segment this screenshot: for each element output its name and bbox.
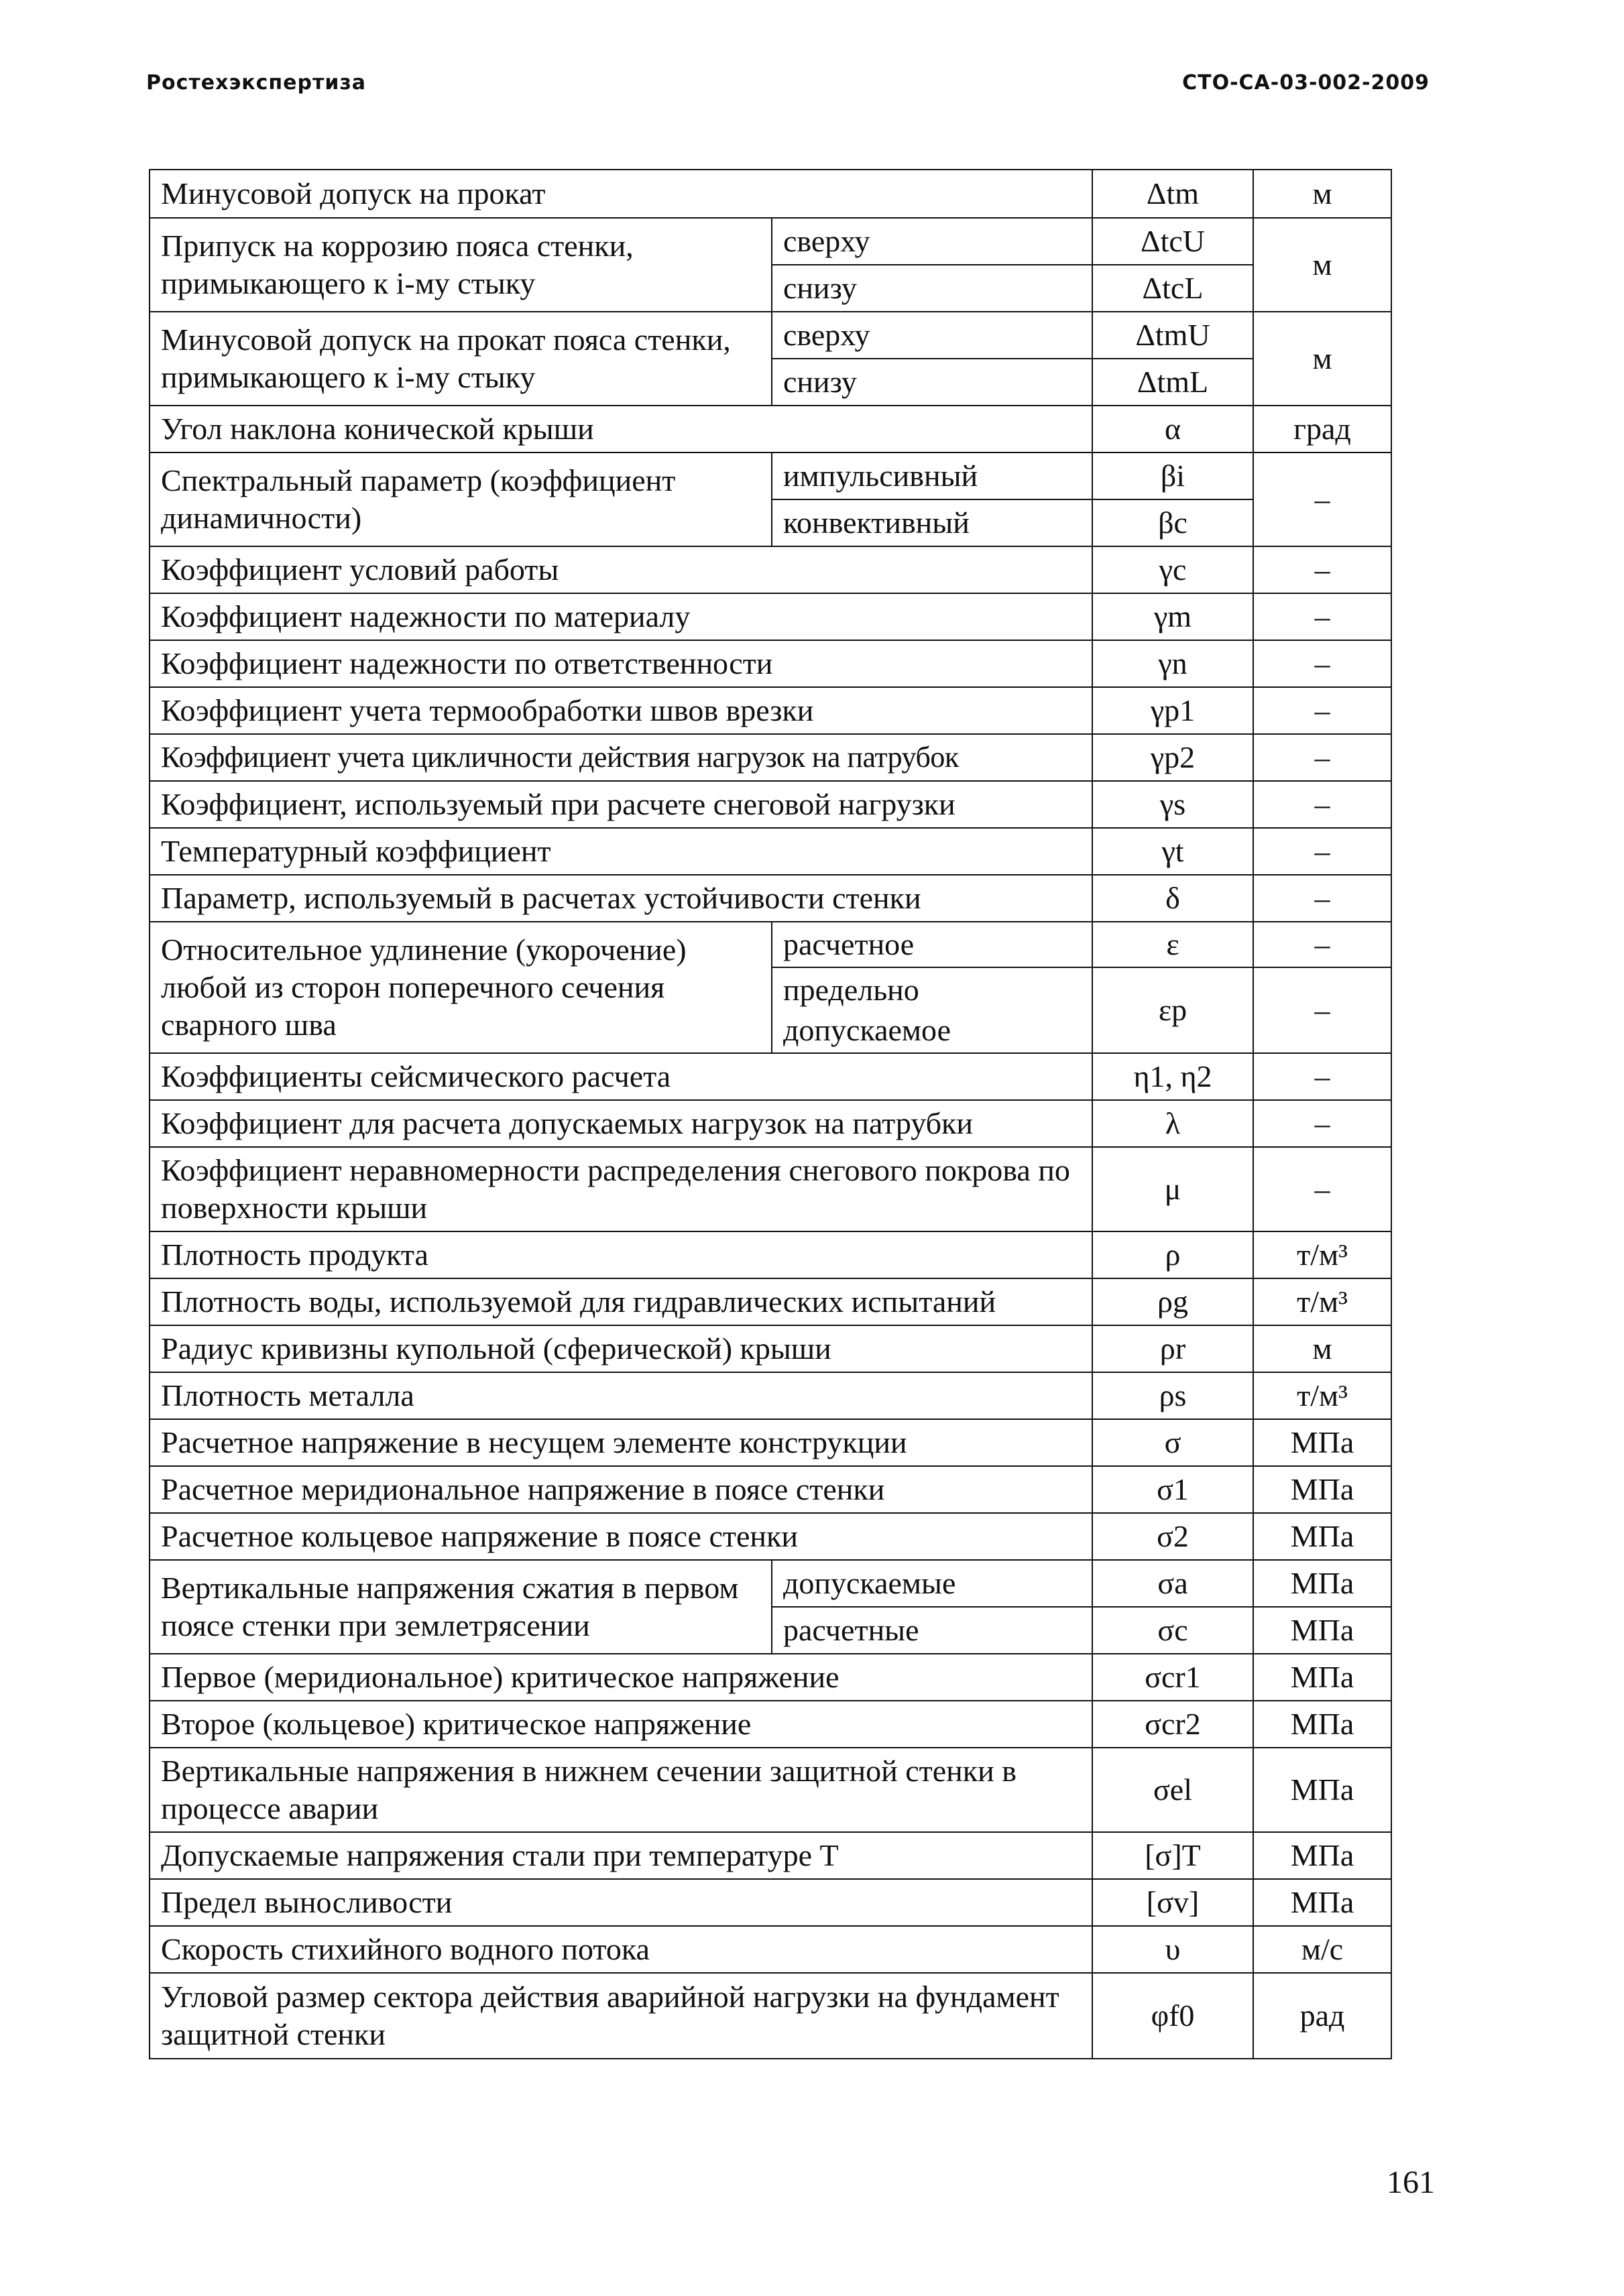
row-symbol: σel xyxy=(1092,1748,1253,1832)
row-unit: м xyxy=(1253,312,1391,406)
row-symbol: γp1 xyxy=(1092,687,1253,734)
table-row xyxy=(150,1147,1391,1231)
row-unit: МПа xyxy=(1253,1701,1391,1748)
row-description: Коэффициенты сейсмического расчета xyxy=(150,1053,1092,1100)
row-description: Радиус кривизны купольной (сферической) крыши xyxy=(150,1325,1092,1372)
row-description: Коэффициент надежности по ответственности xyxy=(150,640,1092,687)
row-symbol: σc xyxy=(1092,1607,1253,1654)
table-row xyxy=(150,781,1391,828)
row-description: Коэффициент учета термообработки швов врезки xyxy=(150,687,1092,734)
row-symbol: ρs xyxy=(1092,1372,1253,1419)
row-description: Относительное удлинение (укорочение) любой из сторон поперечного сечения сварного шва xyxy=(150,922,772,1053)
row-unit: рад xyxy=(1253,1973,1391,2059)
row-sub-label: допускаемые xyxy=(772,1560,1092,1607)
row-unit: МПа xyxy=(1253,1879,1391,1926)
table-row xyxy=(150,218,1391,265)
row-symbol: σa xyxy=(1092,1560,1253,1607)
table-row xyxy=(150,1701,1391,1748)
row-description: Плотность продукта xyxy=(150,1231,1092,1278)
table-row xyxy=(150,593,1391,640)
row-unit: м xyxy=(1253,1325,1391,1372)
row-symbol: εp xyxy=(1092,967,1253,1053)
table-row xyxy=(150,828,1391,875)
table-row xyxy=(150,1879,1391,1926)
row-sub-label: расчетное xyxy=(772,922,1092,967)
row-symbol: α xyxy=(1092,406,1253,452)
row-unit: т/м³ xyxy=(1253,1372,1391,1419)
row-unit: т/м³ xyxy=(1253,1278,1391,1325)
row-symbol: γm xyxy=(1092,593,1253,640)
row-unit: МПа xyxy=(1253,1560,1391,1607)
row-description: Допускаемые напряжения стали при температуре Т xyxy=(150,1832,1092,1879)
table-row xyxy=(150,1278,1391,1325)
symbols-table xyxy=(149,169,1392,2059)
row-description: Спектральный параметр (коэффициент динамичности) xyxy=(150,452,772,546)
row-symbol: ε xyxy=(1092,922,1253,967)
row-unit: МПа xyxy=(1253,1748,1391,1832)
row-unit: – xyxy=(1253,687,1391,734)
row-symbol: ΔtmU xyxy=(1092,312,1253,359)
page-number: 161 xyxy=(1387,2165,1435,2200)
row-unit: МПа xyxy=(1253,1654,1391,1701)
row-unit: т/м³ xyxy=(1253,1231,1391,1278)
row-sub-label: сверху xyxy=(772,218,1092,265)
row-unit: м/с xyxy=(1253,1926,1391,1973)
row-description: Расчетное кольцевое напряжение в поясе стенки xyxy=(150,1513,1092,1560)
row-description: Расчетное напряжение в несущем элементе конструкции xyxy=(150,1419,1092,1466)
row-symbol: υ xyxy=(1092,1926,1253,1973)
row-symbol: η1, η2 xyxy=(1092,1053,1253,1100)
table-row xyxy=(150,1832,1391,1879)
table-row xyxy=(150,1466,1391,1513)
table-row xyxy=(150,452,1391,499)
row-description: Припуск на коррозию пояса стенки, примыкающего к i-му стыку xyxy=(150,218,772,312)
table-row xyxy=(150,734,1391,781)
row-symbol: ΔtmL xyxy=(1092,359,1253,406)
row-description: Коэффициент для расчета допускаемых нагрузок на патрубки xyxy=(150,1100,1092,1147)
row-unit: – xyxy=(1253,1100,1391,1147)
table-row xyxy=(150,170,1391,218)
row-description: Плотность воды, используемой для гидравлических испытаний xyxy=(150,1278,1092,1325)
row-unit: м xyxy=(1253,170,1391,218)
table-row xyxy=(150,1325,1391,1372)
row-symbol: λ xyxy=(1092,1100,1253,1147)
row-description: Угловой размер сектора действия аварийной нагрузки на фундамент защитной стенки xyxy=(150,1973,1092,2059)
table-row xyxy=(150,406,1391,452)
row-symbol: ρr xyxy=(1092,1325,1253,1372)
row-description: Первое (меридиональное) критическое напряжение xyxy=(150,1654,1092,1701)
row-sub-label: сверху xyxy=(772,312,1092,359)
row-unit: – xyxy=(1253,734,1391,781)
row-description: Коэффициент, используемый при расчете снеговой нагрузки xyxy=(150,781,1092,828)
row-unit: МПа xyxy=(1253,1607,1391,1654)
row-symbol: [σv] xyxy=(1092,1879,1253,1926)
row-description: Температурный коэффициент xyxy=(150,828,1092,875)
row-symbol: γn xyxy=(1092,640,1253,687)
row-description: Коэффициент условий работы xyxy=(150,546,1092,593)
row-description: Коэффициент неравномерности распределения снегового покрова по поверхности крыши xyxy=(150,1147,1092,1231)
row-symbol: ρg xyxy=(1092,1278,1253,1325)
row-unit: град xyxy=(1253,406,1391,452)
row-description: Минусовой допуск на прокат xyxy=(150,170,1092,218)
row-unit: – xyxy=(1253,922,1391,967)
row-unit: – xyxy=(1253,781,1391,828)
row-unit: – xyxy=(1253,546,1391,593)
table-row xyxy=(150,1231,1391,1278)
row-symbol: γt xyxy=(1092,828,1253,875)
table-row xyxy=(150,1372,1391,1419)
row-sub-label: снизу xyxy=(772,265,1092,312)
row-description: Вертикальные напряжения сжатия в первом поясе стенки при землетрясении xyxy=(150,1560,772,1654)
table-row xyxy=(150,312,1391,359)
row-symbol: δ xyxy=(1092,875,1253,922)
row-unit: МПа xyxy=(1253,1466,1391,1513)
table-row xyxy=(150,546,1391,593)
row-description: Параметр, используемый в расчетах устойчивости стенки xyxy=(150,875,1092,922)
header-document-code: СТО-СА-03-002-2009 xyxy=(1182,71,1430,95)
table-row xyxy=(150,922,1391,967)
row-sub-label: расчетные xyxy=(772,1607,1092,1654)
row-symbol: ΔtcL xyxy=(1092,265,1253,312)
table-row xyxy=(150,1053,1391,1100)
row-description: Коэффициент учета цикличности действия нагрузок на патрубок xyxy=(150,734,1092,781)
row-symbol: σ2 xyxy=(1092,1513,1253,1560)
table-row xyxy=(150,640,1391,687)
table-row xyxy=(150,1654,1391,1701)
row-unit: – xyxy=(1253,828,1391,875)
table-row xyxy=(150,1419,1391,1466)
row-unit: – xyxy=(1253,875,1391,922)
row-description: Минусовой допуск на прокат пояса стенки, примыкающего к i-му стыку xyxy=(150,312,772,406)
row-description: Скорость стихийного водного потока xyxy=(150,1926,1092,1973)
row-symbol: βi xyxy=(1092,452,1253,499)
table-row xyxy=(150,875,1391,922)
row-unit: – xyxy=(1253,452,1391,546)
row-symbol: γc xyxy=(1092,546,1253,593)
table-row xyxy=(150,687,1391,734)
table-row xyxy=(150,1973,1391,2059)
row-description: Предел выносливости xyxy=(150,1879,1092,1926)
row-unit: МПа xyxy=(1253,1832,1391,1879)
row-symbol: σcr1 xyxy=(1092,1654,1253,1701)
table-row xyxy=(150,1926,1391,1973)
row-symbol: σcr2 xyxy=(1092,1701,1253,1748)
row-unit: МПа xyxy=(1253,1513,1391,1560)
row-symbol: φf0 xyxy=(1092,1973,1253,2059)
row-symbol: μ xyxy=(1092,1147,1253,1231)
row-description: Коэффициент надежности по материалу xyxy=(150,593,1092,640)
header-organization: Ростехэкспертиза xyxy=(146,71,367,95)
table-row xyxy=(150,1560,1391,1607)
row-symbol: Δtm xyxy=(1092,170,1253,218)
row-description: Вертикальные напряжения в нижнем сечении защитной стенки в процессе аварии xyxy=(150,1748,1092,1832)
row-symbol: [σ]T xyxy=(1092,1832,1253,1879)
row-unit: – xyxy=(1253,1147,1391,1231)
row-symbol: βc xyxy=(1092,499,1253,546)
row-description: Угол наклона конической крыши xyxy=(150,406,1092,452)
row-sub-label: конвективный xyxy=(772,499,1092,546)
row-symbol: γs xyxy=(1092,781,1253,828)
row-unit: – xyxy=(1253,640,1391,687)
row-symbol: ρ xyxy=(1092,1231,1253,1278)
row-symbol: γp2 xyxy=(1092,734,1253,781)
row-sub-label: снизу xyxy=(772,359,1092,406)
table-row xyxy=(150,1748,1391,1832)
row-description: Второе (кольцевое) критическое напряжение xyxy=(150,1701,1092,1748)
table-row xyxy=(150,1100,1391,1147)
row-description: Плотность металла xyxy=(150,1372,1092,1419)
row-unit: – xyxy=(1253,967,1391,1053)
row-unit: – xyxy=(1253,1053,1391,1100)
row-symbol: σ xyxy=(1092,1419,1253,1466)
row-sub-label: предельно допускаемое xyxy=(772,967,1092,1053)
row-unit: м xyxy=(1253,218,1391,312)
row-unit: – xyxy=(1253,593,1391,640)
row-description: Расчетное меридиональное напряжение в поясе стенки xyxy=(150,1466,1092,1513)
table-row xyxy=(150,1513,1391,1560)
row-symbol: ΔtcU xyxy=(1092,218,1253,265)
row-symbol: σ1 xyxy=(1092,1466,1253,1513)
row-unit: МПа xyxy=(1253,1419,1391,1466)
row-sub-label: импульсивный xyxy=(772,452,1092,499)
